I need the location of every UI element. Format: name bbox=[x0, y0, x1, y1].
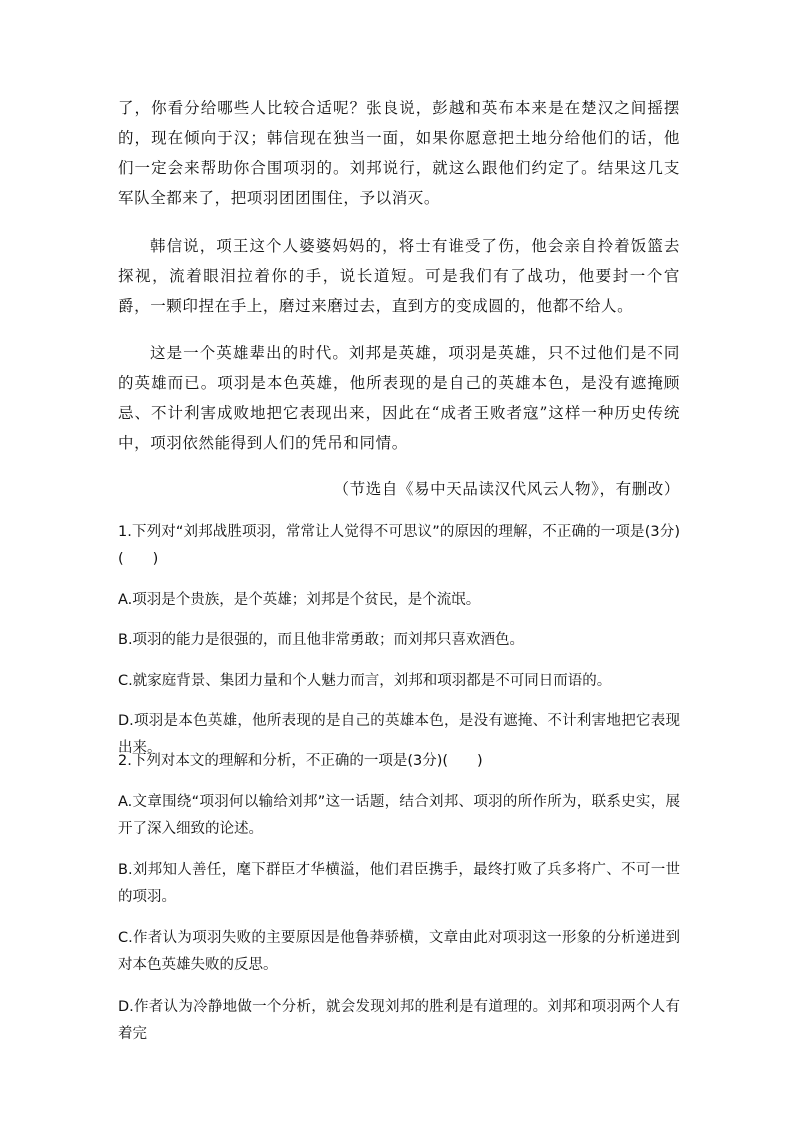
passage-paragraph-2: 韩信说，项王这个人婆婆妈妈的，将士有谁受了伤，他会亲自拎着饭篮去探视，流着眼泪拉着你的手，说长道短。可是我们有了战功，他要封一个官爵，一颗印捏在手上，磨过来磨过去，直到方的变成圆的，他都不给人。 bbox=[118, 237, 680, 315]
question-1-option-b: B.项羽的能力是很强的，而且他非常勇敢；而刘邦只喜欢酒色。 bbox=[118, 632, 525, 648]
question-2-option-c: C.作者认为项羽失败的主要原因是他鲁莽骄横，文章由此对项羽这一形象的分析递进到对本色英雄失败的反思。 bbox=[118, 930, 680, 973]
passage-paragraph-1: 了，你看分给哪些人比较合适呢？张良说，彭越和英布本来是在楚汉之间摇摆的，现在倾向于汉；韩信现在独当一面，如果你愿意把土地分给他们的话，他们一定会来帮助你合围项羽的。刘邦说行，就这么跟他们约定了。结果这几支军队全都来了，把项羽团团围住，予以消灭。 bbox=[118, 99, 680, 207]
question-2-stem: 2.下列对本文的理解和分析，不正确的一项是(3分)( ) bbox=[118, 753, 483, 769]
question-2-option-a: A.文章围绕“项羽何以输给刘邦”这一话题，结合刘邦、项羽的所作所为，联系史实，展开了深入细致的论述。 bbox=[118, 794, 680, 837]
source-citation: （节选自《易中天品读汉代风云人物》，有删改） bbox=[333, 480, 680, 498]
question-1-option-d: D.项羽是本色英雄，他所表现的是自己的英雄本色，是没有遮掩、不计利害地把它表现出来。 bbox=[118, 713, 680, 756]
question-2-option-d: D.作者认为冷静地做一个分析，就会发现刘邦的胜利是有道理的。刘邦和项羽两个人有着完 bbox=[118, 999, 680, 1042]
question-1-option-a: A.项羽是个贵族，是个英雄；刘邦是个贫民，是个流氓。 bbox=[118, 592, 481, 608]
question-1-option-c: C.就家庭背景、集团力量和个人魅力而言，刘邦和项羽都是不可同日而语的。 bbox=[118, 673, 612, 689]
question-1-stem: 1.下列对“刘邦战胜项羽，常常让人觉得不可思议”的原因的理解，不正确的一项是(3分)( ) bbox=[118, 524, 680, 567]
passage-paragraph-3: 这是一个英雄辈出的时代。刘邦是英雄，项羽是英雄，只不过他们是不同的英雄而已。项羽是本色英雄，他所表现的是自己的英雄本色，是没有遮掩顾忌、不计利害成败地把它表现出来，因此在“成者王败者寇”这样一种历史传统中，项羽依然能得到人们的凭吊和同情。 bbox=[118, 344, 680, 452]
question-2-option-b: B.刘邦知人善任，麾下群臣才华横溢，他们君臣携手，最终打败了兵多将广、不可一世的项羽。 bbox=[118, 862, 680, 905]
